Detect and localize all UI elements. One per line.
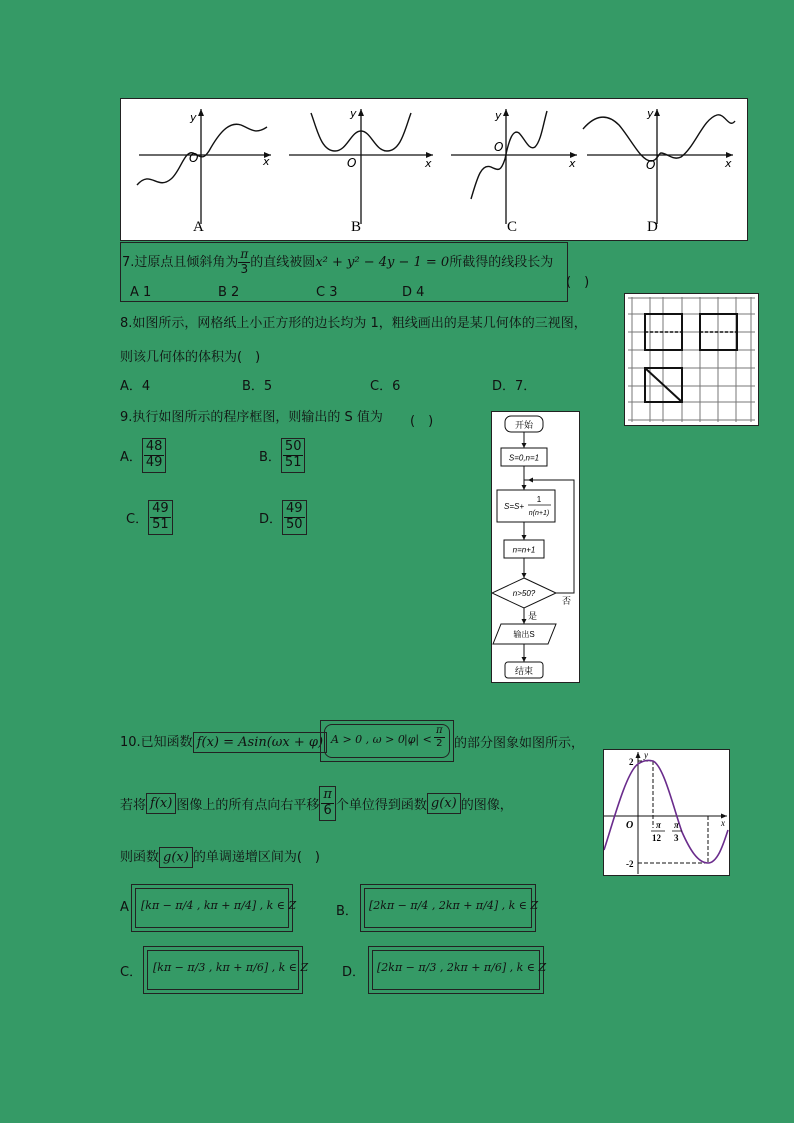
flow-yes: 是 [528,611,538,621]
q7-angle-num: π [240,247,249,261]
q10-post: 的部分图象如图所示， [454,736,585,751]
sine-tick1-num: π [656,820,661,830]
q10-line2 [120,786,513,821]
q8-option-a[interactable]: A．4 [120,379,151,394]
q6-graphs-panel [120,98,748,241]
q10-cond-a: A > 0 , ω > 0 , [331,733,412,746]
graph-a-x-label: x [263,155,270,168]
graph-a [137,109,271,224]
q7-angle-fraction [238,248,250,277]
q9-option-b-fraction [281,438,306,473]
sine-tick2-den: 3 [674,833,679,843]
graph-b [289,107,433,224]
q7-pre: 7.过原点且倾斜角为 [122,254,239,270]
q10-shift-den: 6 [323,802,332,818]
graph-a-origin: O [189,151,199,165]
graph-c [451,109,577,224]
q10-line3-post: 的单调递增区间为 [192,850,297,865]
graph-label-b: B [351,219,362,235]
q9-option-d[interactable] [259,500,307,535]
sine-tick1-den: 12 [652,833,661,843]
flow-update-den: n(n+1) [528,510,550,517]
q10-option-b-expr: [2kπ − π/4 , 2kπ + π/4] , k ∈ Z [369,899,539,912]
q7-mid: 的直线被圆 [250,254,316,270]
sine-y-max: 2 [629,757,634,767]
q9-option-b-num: 50 [284,439,302,454]
q9-option-c[interactable] [126,500,173,535]
sine-y-label: y [644,750,648,760]
q10-cond-den: 2 [436,737,443,749]
q9-option-a-den: 49 [145,454,163,470]
q10-cond-phi: |φ| < [404,733,432,746]
flow-cond: n>50? [512,589,536,598]
graph-c-origin: O [494,140,504,154]
graph-label-c: C [507,219,518,235]
sine-tick2-num: π [674,820,679,830]
q9-option-b-den: 51 [284,454,302,470]
q7-post: 所截得的线段长为 [449,254,554,270]
q7-circle-eq: x² + y² − 4y − 1 = 0 [315,254,450,270]
q9-option-d-letter: D． [259,511,283,527]
flow-end: 结束 [514,666,534,676]
q10-fx: f(x) [146,793,176,814]
q10-option-a-letter: A [120,900,129,915]
graph-c-y-label: y [495,109,502,122]
q9-option-c-den: 51 [152,516,169,532]
graph-d-y-label: y [647,107,654,120]
graph-label-d: D [647,219,658,235]
graph-b-origin: O [347,156,357,170]
q8-option-c[interactable]: C．6 [370,379,401,394]
graph-d [583,107,735,224]
q10-line1 [120,731,327,750]
q10-option-c[interactable] [143,946,309,994]
q10-gx-2: g(x) [159,847,193,868]
q10-line2-mid: 图像上的所有点向右平移 [176,797,320,813]
q10-pre: 10.已知函数 [120,735,193,750]
q8-line2 [120,346,260,365]
q9-option-a-num: 48 [145,439,163,454]
q10-line2-post: 的图像， [460,797,513,813]
flow-output: 输出S [513,630,535,639]
q10-line2-pre: 若将 [120,797,147,813]
flowchart [491,411,580,683]
q10-line3 [120,846,320,865]
q10-shift-num: π [323,787,332,802]
q8-line2-text: 则该几何体的体积为 [120,350,238,365]
q10-option-a-expr: [kπ − π/4 , kπ + π/4] , k ∈ Z [141,899,297,912]
q10-cond-fraction [434,725,445,749]
three-view-grid [624,293,759,426]
q10-paren: ( ) [296,850,320,865]
sine-y-min: -2 [626,859,634,869]
flow-no: 否 [562,596,572,606]
q7-option-c[interactable]: C 3 [316,285,338,300]
q10-option-c-expr: [kπ − π/3 , kπ + π/6] , k ∈ Z [153,961,309,974]
sine-graph [603,749,730,876]
sine-graph-svg [604,750,729,875]
graph-label-a: A [193,219,204,235]
q8-option-b[interactable]: B．5 [242,379,273,394]
q10-gx: g(x) [427,793,461,814]
q10-option-a[interactable] [131,884,297,932]
q7-angle-den: 3 [240,261,249,276]
q10-option-d-letter: D． [342,965,366,980]
flow-update-pre: S=S+ [503,502,525,511]
q7-stem [122,248,553,277]
q9-option-c-num: 49 [152,501,169,516]
graph-b-x-label: x [425,157,432,170]
q9-paren: ( ) [410,414,434,429]
flow-init: S=0,n=1 [508,453,540,463]
graph-d-x-label: x [725,157,732,170]
q7-option-b[interactable]: B 2 [218,285,240,300]
q8-option-d[interactable]: D．7． [492,379,537,394]
graph-a-y-label: y [190,111,197,124]
q9-option-d-num: 49 [286,501,303,516]
q9-stem: 9.执行如图所示的程序框图，则输出的 S 值为 [120,410,383,425]
flow-incr: n=n+1 [512,545,536,555]
q7-option-a[interactable]: A 1 [130,285,152,300]
q10-line2-mid2: 个单位得到函数 [335,797,427,813]
q7-option-d[interactable]: D 4 [402,285,425,300]
flow-start: 开始 [514,420,534,430]
q10-cond-num: π [436,725,443,736]
three-view-svg [625,294,758,425]
q10-cond-box [320,720,454,762]
sine-x-label: x [721,818,725,828]
q9-option-b[interactable] [259,438,305,473]
q10-shift-fraction [319,786,336,821]
q9-option-a-letter: A． [120,449,142,465]
q9-option-a[interactable] [120,438,166,473]
q6-graphs-svg [121,99,747,240]
q10-line3-pre: 则函数 [120,850,160,865]
q9-option-d-den: 50 [286,516,303,532]
q9-option-c-letter: C． [126,511,149,527]
sine-origin: O [626,820,634,831]
q10-option-d-expr: [2kπ − π/3 , 2kπ + π/6] , k ∈ Z [377,961,547,974]
q10-option-b[interactable] [360,884,539,932]
q9-option-a-fraction [142,438,167,473]
graph-d-origin: O [646,158,656,172]
q7-paren: ( ) [566,275,590,290]
q10-option-c-letter: C． [120,965,143,980]
q9-option-b-letter: B． [259,449,281,465]
q8-paren: ( ) [237,350,261,365]
graph-c-x-label: x [569,157,576,170]
flow-update-num: 1 [536,495,542,504]
q10-func: f(x) = Asin(ωx + φ) [193,732,327,753]
q9-option-d-fraction [282,500,307,535]
graph-b-y-label: y [350,107,357,120]
q9-option-c-fraction [148,500,173,535]
q8-line1: 8.如图所示，网格纸上小正方形的边长均为 1，粗线画出的是某几何体的三视图， [120,316,587,331]
q10-option-d[interactable] [368,946,547,994]
flowchart-svg [492,412,579,682]
q10-option-b-letter: B． [336,904,358,919]
